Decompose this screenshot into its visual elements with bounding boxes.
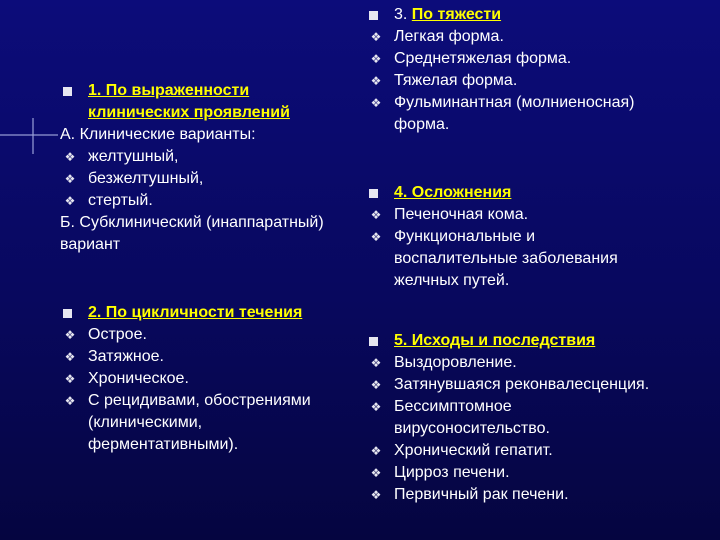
decorative-line-horizontal: [0, 134, 58, 136]
section-complications: [366, 182, 618, 292]
diamond-bullet-icon: ❖: [370, 466, 382, 480]
diamond-bullet-icon: ❖: [370, 230, 382, 244]
list-item: ❖ Функциональные и: [366, 226, 618, 248]
diamond-bullet-icon: ❖: [64, 194, 76, 208]
diamond-bullet-icon: ❖: [370, 208, 382, 222]
diamond-bullet-icon: ❖: [370, 400, 382, 414]
list-item: ❖ Хронический гепатит.: [366, 440, 649, 462]
diamond-bullet-icon: ❖: [370, 52, 382, 66]
section-heading: 5. Исходы и последствия: [394, 332, 596, 349]
list-item-continuation: форма.: [394, 116, 450, 133]
list-item: ❖ С рецидивами, обострениями: [60, 390, 311, 412]
section-outcomes: [366, 330, 649, 506]
section-heading: 4. Осложнения: [394, 184, 512, 201]
diamond-bullet-icon: ❖: [370, 356, 382, 370]
list-item: ❖ Фульминантная (молниеносная): [366, 92, 635, 114]
section-heading: 2. По цикличности течения: [88, 304, 303, 321]
list-item-continuation: ферментативными).: [88, 436, 239, 453]
list-item: ❖ Тяжелая форма.: [366, 70, 635, 92]
section-heading: По тяжести: [411, 6, 502, 23]
diamond-bullet-icon: ❖: [370, 96, 382, 110]
diamond-bullet-icon: ❖: [370, 30, 382, 44]
list-item: ❖ Затяжное.: [60, 346, 311, 368]
decorative-line-vertical: [32, 118, 34, 154]
list-item: ❖ Затянувшаяся реконвалесценция.: [366, 374, 649, 396]
list-item-continuation: вирусоносительство.: [394, 420, 550, 437]
list-item: ❖ желтушный,: [60, 146, 324, 168]
list-item: ❖ стертый.: [60, 190, 324, 212]
diamond-bullet-icon: ❖: [64, 150, 76, 164]
list-item-continuation: (клиническими,: [88, 414, 203, 431]
list-item: ❖ Острое.: [60, 324, 311, 346]
diamond-bullet-icon: ❖: [370, 444, 382, 458]
section-number: 3.: [394, 6, 408, 23]
list-item-continuation: желчных путей.: [394, 272, 510, 289]
list-item: ❖ Бессимптомное: [366, 396, 649, 418]
list-item: ❖ Хроническое.: [60, 368, 311, 390]
diamond-bullet-icon: ❖: [64, 172, 76, 186]
list-item: ❖ Первичный рак печени.: [366, 484, 649, 506]
list-item: ❖ Печеночная кома.: [366, 204, 618, 226]
list-item: ❖ Легкая форма.: [366, 26, 635, 48]
section-heading-continuation: клинических проявлений: [88, 104, 290, 121]
list-item: ❖ Цирроз печени.: [366, 462, 649, 484]
section-heading: 1. По выраженности: [88, 82, 250, 99]
diamond-bullet-icon: ❖: [370, 74, 382, 88]
subheading-continuation: вариант: [60, 236, 121, 253]
list-item: ❖ Выздоровление.: [366, 352, 649, 374]
diamond-bullet-icon: ❖: [370, 378, 382, 392]
list-item-continuation: воспалительные заболевания: [394, 250, 618, 267]
list-item: ❖ безжелтушный,: [60, 168, 324, 190]
diamond-bullet-icon: ❖: [64, 372, 76, 386]
section-severity: [366, 4, 635, 136]
list-item: ❖ Среднетяжелая форма.: [366, 48, 635, 70]
subheading: А. Клинические варианты:: [60, 126, 256, 143]
section-course: [60, 302, 311, 456]
diamond-bullet-icon: ❖: [64, 394, 76, 408]
subheading: Б. Субклинический (инаппаратный): [60, 214, 324, 231]
section-manifestation: [60, 80, 324, 256]
diamond-bullet-icon: ❖: [64, 350, 76, 364]
diamond-bullet-icon: ❖: [64, 328, 76, 342]
diamond-bullet-icon: ❖: [370, 488, 382, 502]
